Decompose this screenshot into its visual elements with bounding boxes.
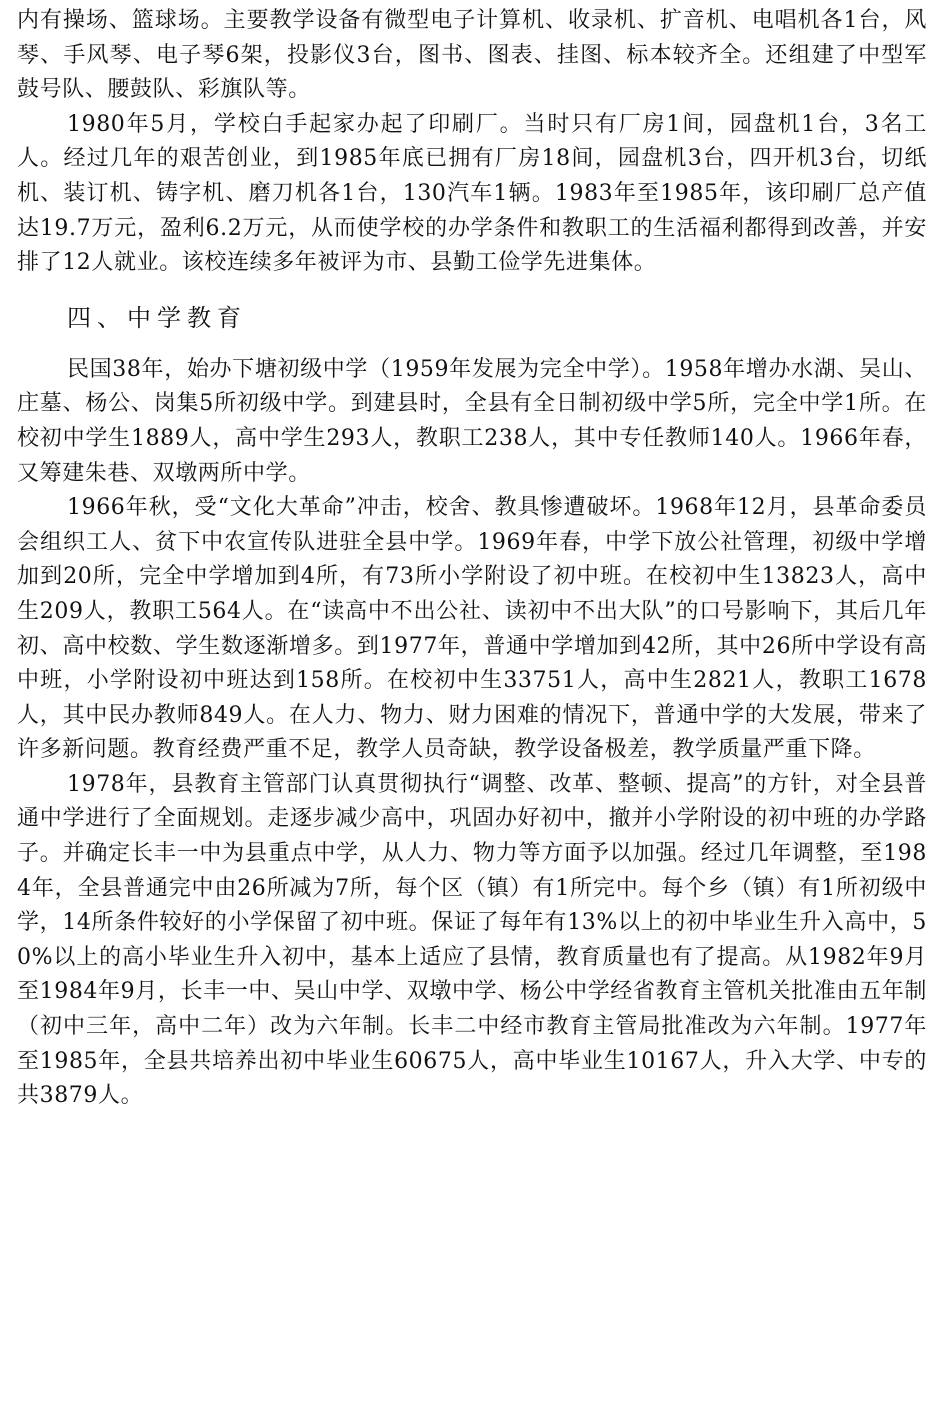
document-page xyxy=(17,4,927,1114)
section-heading: 四、中学教育 xyxy=(67,303,247,332)
paragraph: 1966年秋，受“文化大革命”冲击，校舍、教具惨遭破坏。1968年12月，县革命委员会组织工人、贫下中农宣传队进驻全县中学。1969年春，中学下放公社管理，初级中学增加到20所，完全中学增加到4所，有73所小学附设了初中班。在校初中生13823人，高中生209人，教职工564人。在“读高中不出公社、读初中不出大队”的口号影响下，其后几年初、高中校数、学生数逐渐增多。到1977年，普通中学增加到42所，其中26所中学设有高中班，小学附设初中班达到158所。在校初中生33751人，高中生2821人，教职工1678人，其中民办教师849人。在人力、物力、财力困难的情况下，普通中学的大发展，带来了许多新问题。教育经费严重不足，教学人员奇缺，教学设备极差，教学质量严重下降。 xyxy=(17,495,927,763)
paragraph: 民国38年，始办下塘初级中学（1959年发展为完全中学）。1958年增办水湖、吴山、庄墓、杨公、岗集5所初级中学。到建县时，全县有全日制初级中学5所，完全中学1所。在校初中学生1889人，高中学生293人，教职工238人，其中专任教师140人。1966年春，又筹建朱巷、双墩两所中学。 xyxy=(17,356,927,486)
paragraph: 1978年，县教育主管部门认真贯彻执行“调整、改革、整顿、提高”的方针，对全县普通中学进行了全面规划。走逐步减少高中，巩固办好初中，撤并小学附设的初中班的办学路子。并确定长丰一中为县重点中学，从人力、物力等方面予以加强。经过几年调整，至1984年，全县普通完中由26所减为7所，每个区（镇）有1所完中。每个乡（镇）有1所初级中学，14所条件较好的小学保留了初中班。保证了每年有13%以上的初中毕业生升入高中，50%以上的高小毕业生升入初中，基本上适应了县情，教育质量也有了提高。从1982年9月至1984年9月，长丰一中、吴山中学、双墩中学、杨公中学经省教育主管机关批准由五年制（初中三年，高中二年）改为六年制。长丰二中经市教育主管局批准改为六年制。1977年至1985年，全县共培养出初中毕业生60675人，高中毕业生10167人，升入大学、中专的共3879人。 xyxy=(17,771,927,1109)
paragraph: 内有操场、篮球场。主要教学设备有微型电子计算机、收录机、扩音机、电唱机各1台，风琴、手风琴、电子琴6架，投影仪3台，图书、图表、挂图、标本较齐全。还组建了中型军鼓号队、腰鼓队、彩旗队等。 xyxy=(17,8,927,103)
paragraph: 1980年5月，学校白手起家办起了印刷厂。当时只有厂房1间，园盘机1台，3名工人。经过几年的艰苦创业，到1985年底已拥有厂房18间，园盘机3台，四开机3台，切纸机、装订机、铸字机、磨刀机各1台，130汽车1辆。1983年至1985年，该印刷厂总产值达19.7万元，盈利6.2万元，从而使学校的办学条件和教职工的生活福利都得到改善，并安排了12人就业。该校连续多年被评为市、县勤工俭学先进集体。 xyxy=(17,111,927,276)
